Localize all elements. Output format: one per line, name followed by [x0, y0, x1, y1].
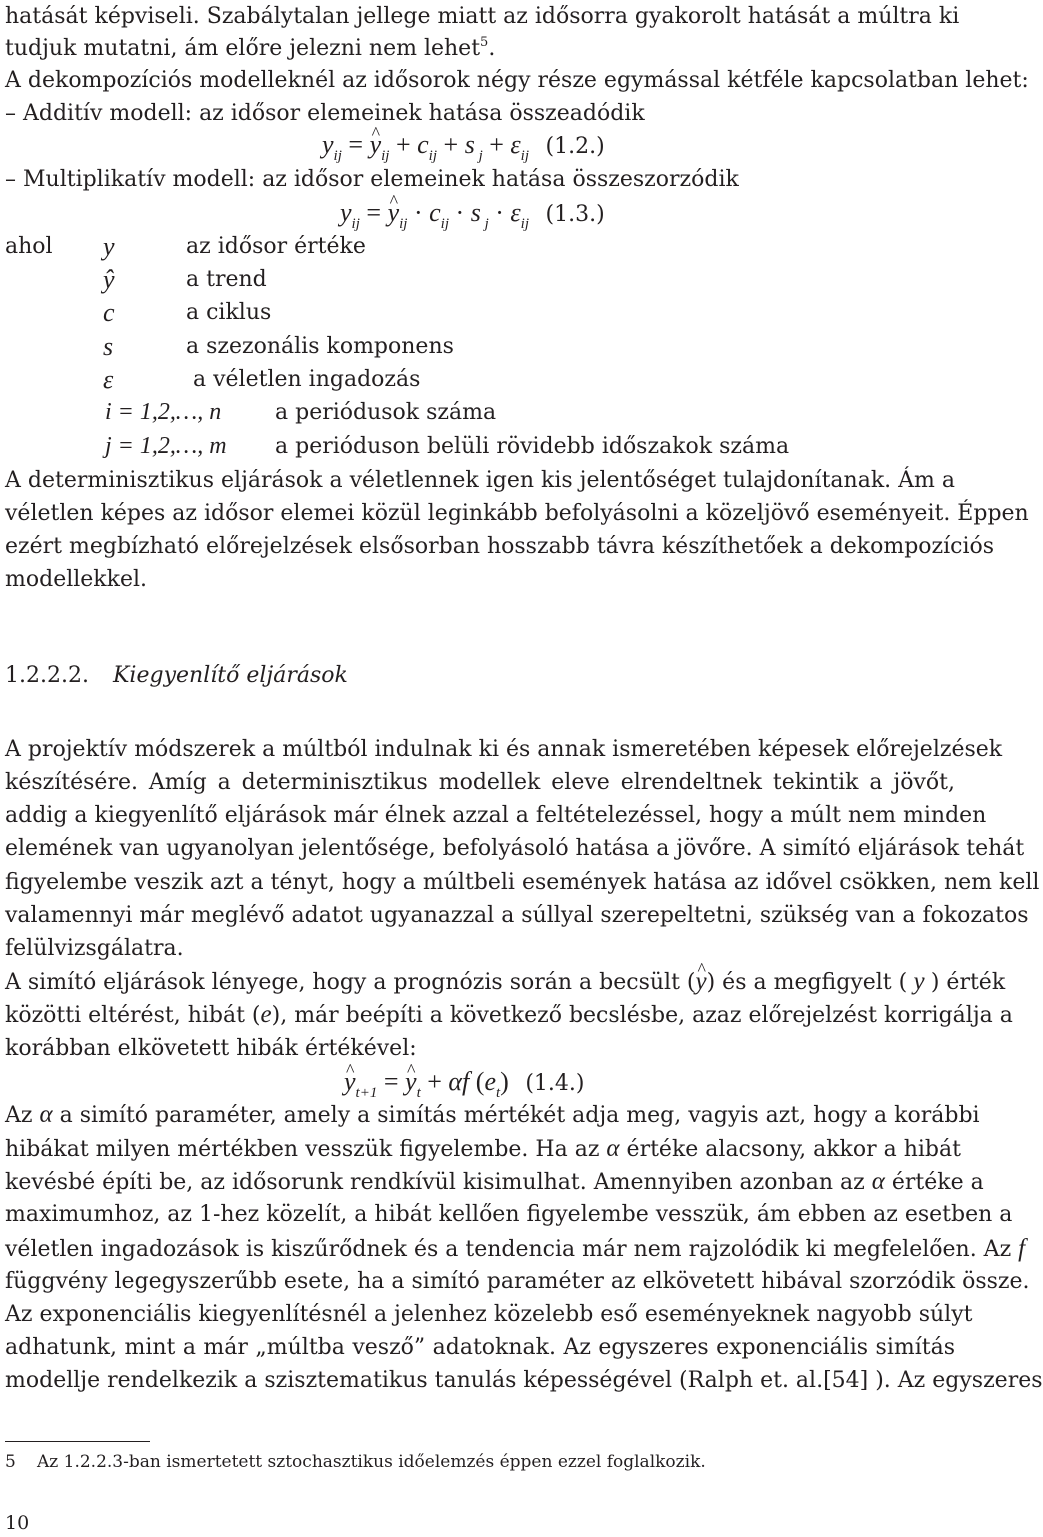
- text-line: addig a kiegyenlítő eljárások már élnek azzal a feltételezéssel, hogy a múlt nem minden: [5, 803, 987, 828]
- section-number: 1.2.2.2.: [5, 663, 89, 688]
- definition-row: [5, 396, 955, 429]
- text-line: közötti eltérést, hibát (e), már beépíti a következő becslésbe, azaz előrejelzést korrigálja a: [5, 1001, 1013, 1028]
- definition-row: [5, 330, 955, 363]
- text-line: A simító eljárások lényege, hogy a prognózis során a becsült (^ y) és a megfigyelt ( y ) érték: [5, 965, 955, 999]
- text-line: függvény legegyszerűbb esete, ha a simító paraméter az elkövetett hibával szorzódik össze.: [5, 1269, 1030, 1294]
- equation-smoothing: ^ $y_{t+1}$ = ^ $y_t + \alpha f$ $(e_t)$ (1.4.): [344, 1064, 585, 1102]
- text-line: modellekkel.: [5, 567, 148, 592]
- page-number: 10: [5, 1512, 30, 1534]
- definition-text: a szezonális komponens: [186, 334, 454, 359]
- definition-symbol: ε: [103, 365, 114, 394]
- section-title: Kiegyenlítő eljárások: [113, 663, 348, 688]
- equation-additive: $y_{ij}$ = ^ $y_{ij} + c_{ij} + s$ $_j + \varepsilon_{ij}$ (1.2.): [322, 127, 605, 165]
- definition-text: a ciklus: [186, 300, 272, 325]
- f-symbol: f: [1018, 1235, 1026, 1262]
- text-line: véletlen ingadozások is kiszűrődnek és a tendencia már nem rajzolódik ki megfelelően. Az f: [5, 1235, 1026, 1262]
- text-line: modellje rendelkezik a szisztematikus tanulás képességével (Ralph et. al.[54] ). Az egyszeres: [5, 1368, 1043, 1393]
- text-line: figyelembe veszik azt a tényt, hogy a múltbeli események hatása az idővel csökken, nem kell: [5, 870, 1040, 895]
- equation-number: (1.2.): [545, 134, 605, 159]
- definition-symbol: c: [103, 298, 115, 327]
- yhat-symbol: ^ y: [696, 965, 707, 998]
- text-line: tudjuk mutatni, ám előre jelezni nem lehet$^5$.: [5, 35, 496, 61]
- footnote-text: Az 1.2.2.3-ban ismertetett sztochasztikus időelemzés éppen ezzel foglalkozik.: [37, 1452, 706, 1472]
- text-line: hibákat milyen mértékben vesszük figyelembe. Ha az α értéke alacsony, akkor a hibát: [5, 1135, 961, 1162]
- definition-row: [5, 230, 955, 263]
- text-line: A determinisztikus eljárások a véletlennek igen kis jelentőséget tulajdonítanak. Ám a: [5, 468, 955, 493]
- definition-row: [5, 296, 955, 329]
- equation-multiplicative: $y_{ij}$ = ^ $y_{ij} \cdot c_{ij} \cdot s$ $_j \cdot \varepsilon_{ij}$ (1.3.): [340, 195, 605, 233]
- text-line: A dekompozíciós modelleknél az idősorok négy része egymással kétféle kapcsolatban lehet:: [5, 68, 1029, 93]
- definition-row: [5, 363, 955, 396]
- ahol-label: ahol: [5, 234, 53, 259]
- footnote-number: 5: [5, 1452, 16, 1472]
- text-line: adhatunk, mint a már „múltba vesző” adatoknak. Az egyszeres exponenciális simítás: [5, 1335, 955, 1360]
- text-line: valamennyi már meglévő adatot ugyanazzal a súllyal szerepeltetni, szükség van a fokozatos: [5, 903, 1029, 928]
- section-heading: [5, 659, 348, 692]
- additive-model-line: – Additív modell: az idősor elemeinek hatása összeadódik: [5, 101, 645, 126]
- definition-symbol: j = 1,2,…, m: [105, 433, 227, 459]
- text-line: ezért megbízható előrejelzések elsősorban hosszabb távra készíthetőek a dekompozíciós: [5, 534, 995, 559]
- definition-row: [5, 263, 955, 296]
- y-symbol: y: [907, 968, 931, 995]
- definition-row: [5, 430, 955, 463]
- equation-number: (1.4.): [525, 1071, 585, 1096]
- alpha-symbol: α: [39, 1101, 53, 1128]
- definition-symbol: s: [103, 332, 114, 361]
- definition-text: a periódusok száma: [275, 400, 497, 425]
- text-line: kevésbé építi be, az idősorunk rendkívül kisimulhat. Amennyiben azonban az α értéke a: [5, 1168, 984, 1195]
- definition-symbol: ŷ: [103, 265, 115, 294]
- text-line: készítésére. Amíg a determinisztikus modellek eleve elrendeltnek tekintik a jövőt,: [5, 770, 955, 795]
- footnote-ref[interactable]: 5: [480, 35, 489, 50]
- equation-number: (1.3.): [545, 202, 605, 227]
- text-line: hatását képviseli. Szabálytalan jellege miatt az idősorra gyakorolt hatását a múltra ki: [5, 4, 960, 29]
- text-line: elemének van ugyanolyan jelentősége, befolyásoló hatása a jövőre. A simító eljárások tehát: [5, 836, 1025, 861]
- footnote-divider: [5, 1441, 150, 1442]
- e-symbol: e: [260, 1001, 272, 1028]
- text-line: Az exponenciális kiegyenlítésnél a jelenhez közelebb eső eseményeknek nagyobb súlyt: [5, 1302, 973, 1327]
- alpha-symbol: α: [606, 1135, 620, 1162]
- definition-text: az idősor értéke: [186, 234, 366, 259]
- definition-symbol: i = 1,2,…, n: [105, 399, 222, 425]
- footnote: [5, 1450, 706, 1474]
- definition-text: a trend: [186, 267, 267, 292]
- definition-text: a perióduson belüli rövidebb időszakok száma: [275, 434, 790, 459]
- text-line: Az α a simító paraméter, amely a simítás mértékét adja meg, vagyis azt, hogy a korábbi: [5, 1101, 980, 1128]
- text-line: korábban elkövetett hibák értékével:: [5, 1036, 417, 1061]
- text-line: maximumhoz, az 1-hez közelít, a hibát kellően figyelembe vesszük, ám ebben az esetben a: [5, 1202, 1013, 1227]
- definition-text: a véletlen ingadozás: [193, 367, 421, 392]
- multiplicative-model-line: – Multiplikatív modell: az idősor elemeinek hatása összeszorzódik: [5, 167, 739, 192]
- text-line: A projektív módszerek a múltból indulnak ki és annak ismeretében képesek előrejelzések: [5, 737, 1003, 762]
- alpha-symbol: α: [871, 1168, 885, 1195]
- text-line: felülvizsgálatra.: [5, 936, 184, 961]
- text-line: véletlen képes az idősor elemei közül leginkább befolyásolni a közeljövő eseményeit. Éppen: [5, 501, 1029, 526]
- definition-symbol: y: [103, 232, 115, 261]
